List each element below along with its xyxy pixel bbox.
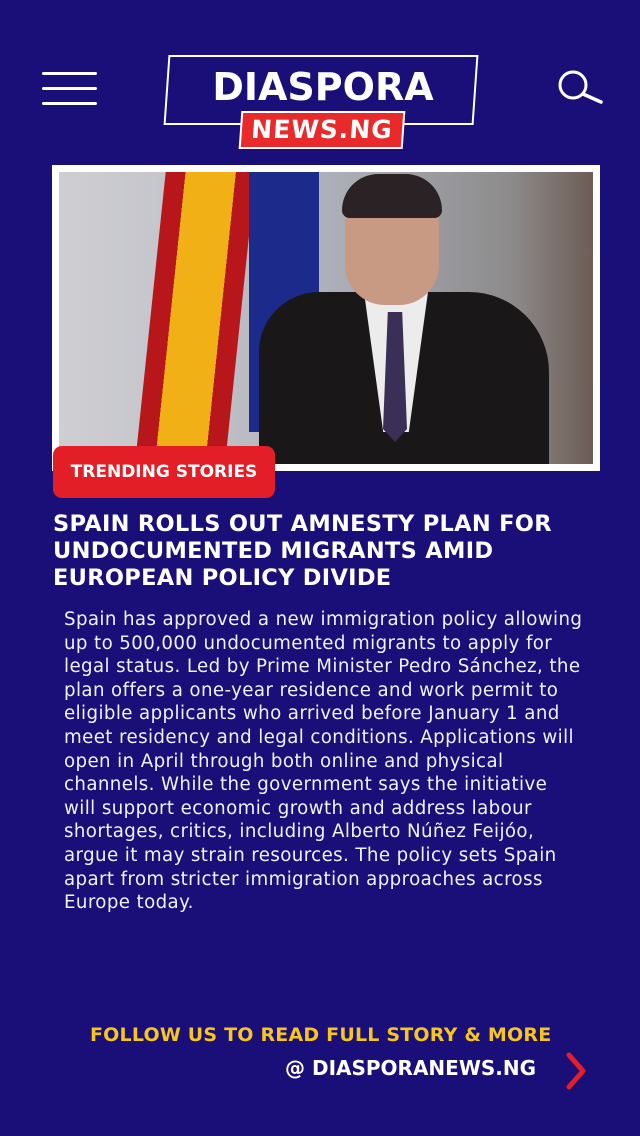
chevron-right-icon[interactable] [563,1051,589,1091]
follow-cta: FOLLOW US TO READ FULL STORY & MORE [90,1024,552,1046]
trending-badge: TRENDING STORIES [53,446,275,498]
hamburger-menu-icon[interactable] [42,72,97,106]
spain-flag [136,172,255,452]
article-body: Spain has approved a new immigration policy allowing up to 500,000 undocumented migrants to apply for legal status. Led by Prime Minister Pedro Sánchez, the plan offers a one-year residence and work permit to eligible applicants who arrived before January 1 and meet residency and legal conditions. Applications will open in April through both online and physical channels. While the government says the initiative will support economic growth and address labour shortages, critics, including Alberto Núñez Feijóo, argue it may strain resources. The policy sets Spain apart from stricter immigration approaches across Europe today. [64,609,583,914]
social-handle-link[interactable]: @ DIASPORANEWS.NG [285,1056,537,1080]
logo-main-text: DIASPORA [212,65,434,109]
article-headline: SPAIN ROLLS OUT AMNESTY PLAN FOR UNDOCUMENTED MIGRANTS AMID EUROPEAN POLICY DIVIDE [53,511,552,591]
menu-bar [42,87,97,90]
menu-bar [42,102,97,105]
search-icon[interactable] [555,68,605,108]
menu-bar [42,72,97,75]
logo-sub-text: NEWS.NG [239,111,406,149]
photo-image [59,172,593,464]
article-photo [52,165,600,471]
site-logo[interactable] [166,55,480,151]
speaker-hair [342,174,442,218]
